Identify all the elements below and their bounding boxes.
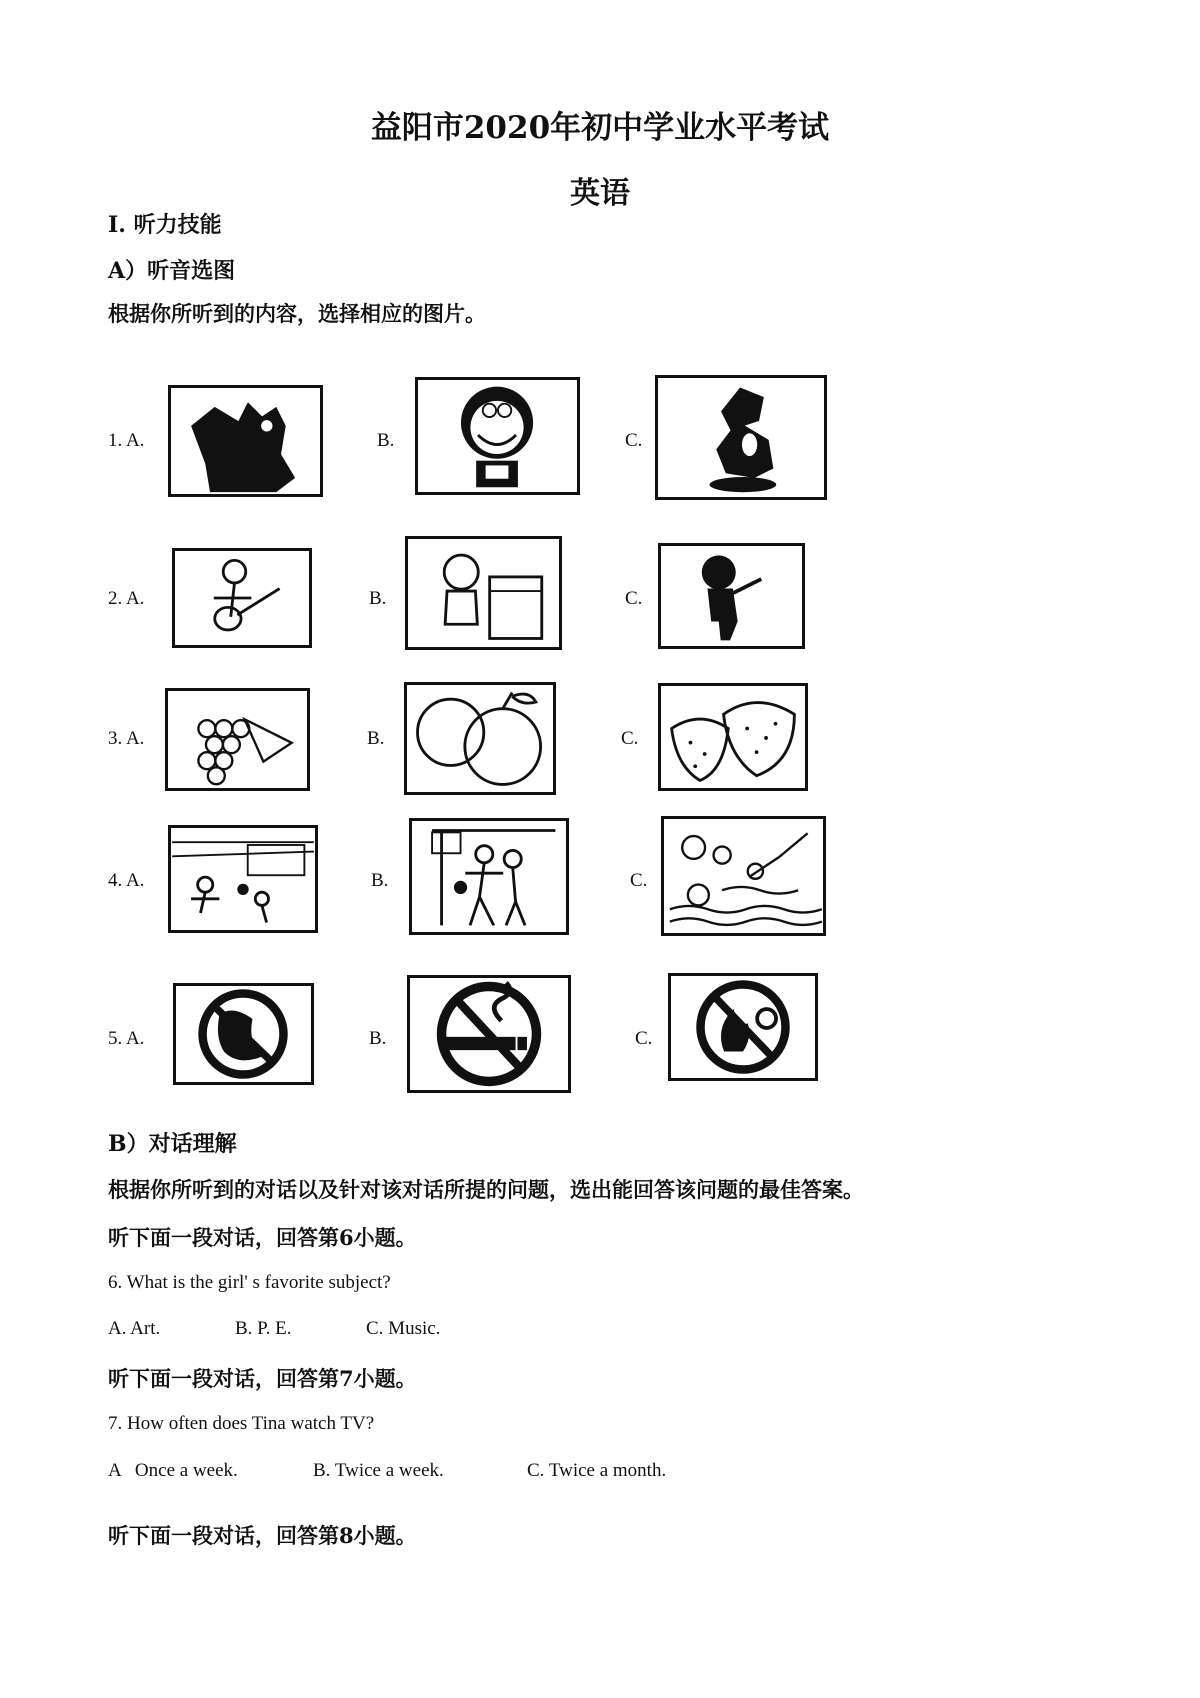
strawberries-icon[interactable] — [658, 683, 808, 791]
q2-option-b-label: B. — [369, 588, 387, 609]
q2-option-a-label: 2. A. — [108, 588, 145, 609]
q2-option-c-label: C. — [625, 588, 643, 609]
page-subtitle: 英语 — [570, 176, 630, 211]
q3-option-a-label: 3. A. — [108, 728, 145, 749]
q5-option-b-label: B. — [369, 1028, 387, 1049]
q5-option-c-label: C. — [635, 1028, 653, 1049]
grapes-icon[interactable] — [165, 688, 310, 791]
no-littering-icon[interactable] — [173, 983, 314, 1085]
donald-duck-icon[interactable] — [655, 375, 827, 500]
q6-prompt: 听下面一段对话，回答第6小题。 — [108, 1225, 417, 1250]
q8-prompt: 听下面一段对话，回答第8小题。 — [108, 1523, 417, 1548]
q3-option-b-label: B. — [367, 728, 385, 749]
soccer-icon[interactable] — [168, 825, 318, 933]
q7-option-a[interactable]: A Once a week. — [108, 1460, 238, 1481]
guitar-player-icon[interactable] — [172, 548, 312, 648]
q6-option-a[interactable]: A. Art. — [108, 1318, 161, 1339]
q7-question: 7. How often does Tina watch TV? — [108, 1413, 375, 1434]
basketball-icon[interactable] — [409, 818, 569, 935]
q4-option-a-label: 4. A. — [108, 870, 145, 891]
q1-option-b-label: B. — [377, 430, 395, 451]
q6-option-c[interactable]: C. Music. — [366, 1318, 441, 1339]
q6-question: 6. What is the girl' s favorite subject? — [108, 1272, 391, 1293]
piano-player-icon[interactable] — [405, 536, 562, 650]
no-smoking-icon[interactable] — [407, 975, 571, 1093]
swimming-icon[interactable] — [661, 816, 826, 936]
q3-option-c-label: C. — [621, 728, 639, 749]
apples-icon[interactable] — [404, 682, 556, 795]
part-b-heading: B）对话理解 — [108, 1131, 237, 1157]
q1-option-c-label: C. — [625, 430, 643, 451]
q7-option-c[interactable]: C. Twice a month. — [527, 1460, 667, 1481]
monkey-king-icon[interactable] — [168, 385, 323, 497]
section-heading: Ⅰ. 听力技能 — [108, 212, 222, 238]
violin-player-icon[interactable] — [658, 543, 805, 649]
q7-option-b[interactable]: B. Twice a week. — [313, 1460, 444, 1481]
q1-option-a-label: 1. A. — [108, 430, 145, 451]
q4-option-c-label: C. — [630, 870, 648, 891]
q7-prompt: 听下面一段对话，回答第7小题。 — [108, 1366, 417, 1391]
q4-option-b-label: B. — [371, 870, 389, 891]
page-title: 益阳市2020年初中学业水平考试 — [370, 110, 830, 146]
doraemon-icon[interactable] — [415, 377, 580, 495]
part-b-instruction: 根据你所听到的对话以及针对该对话所提的问题，选出能回答该问题的最佳答案。 — [108, 1177, 864, 1202]
part-a-instruction: 根据你所听到的内容，选择相应的图片。 — [108, 301, 486, 326]
part-a-heading: A）听音选图 — [108, 258, 236, 284]
q6-option-b[interactable]: B. P. E. — [235, 1318, 292, 1339]
no-fire-icon[interactable] — [668, 973, 818, 1081]
q5-option-a-label: 5. A. — [108, 1028, 145, 1049]
